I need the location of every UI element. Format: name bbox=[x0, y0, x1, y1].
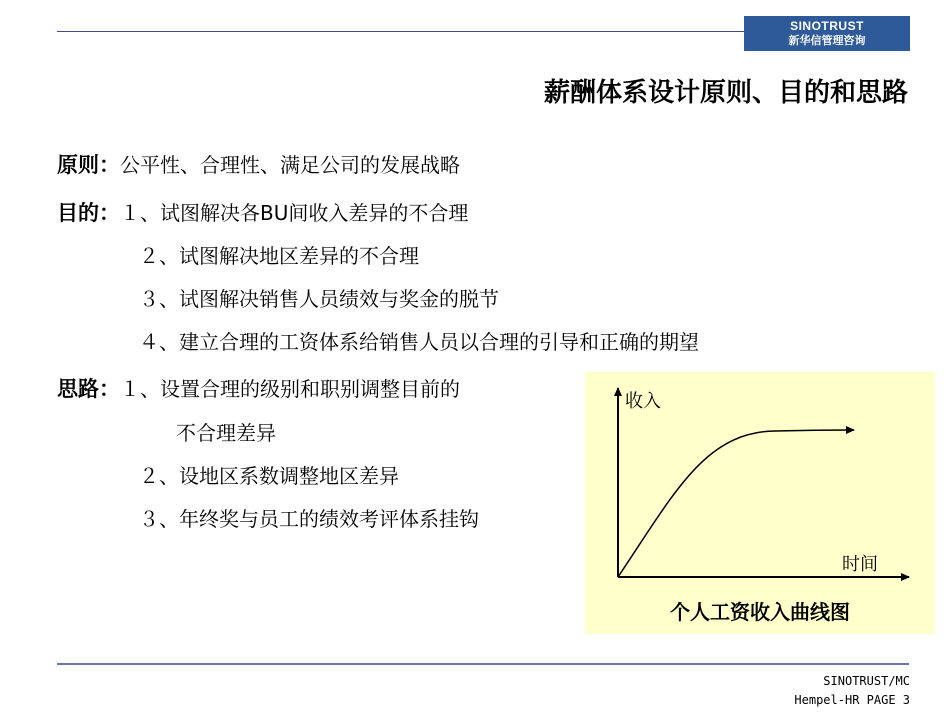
income-curve-diagram bbox=[585, 372, 935, 634]
principle-line bbox=[57, 152, 460, 178]
logo-chinese: 新华信管理咨询 bbox=[788, 35, 866, 47]
principle-label: 原则： bbox=[57, 153, 120, 177]
approach-line-1 bbox=[57, 376, 460, 402]
x-axis-label: 时间 bbox=[842, 554, 878, 575]
y-axis-label: 收入 bbox=[625, 391, 661, 412]
purpose-item-1: １、试图解决各BU间收入差异的不合理 bbox=[120, 201, 469, 225]
income-curve-svg bbox=[585, 372, 935, 634]
approach-label: 思路： bbox=[57, 377, 120, 401]
sinotrust-logo bbox=[744, 16, 910, 51]
purpose-item-2: ２、试图解决地区差异的不合理 bbox=[139, 244, 419, 268]
income-curve bbox=[618, 430, 854, 577]
approach-item-1: １、设置合理的级别和职别调整目前的 bbox=[120, 377, 460, 401]
bottom-rule bbox=[57, 663, 909, 665]
diagram-caption: 个人工资收入曲线图 bbox=[670, 600, 850, 624]
footer bbox=[794, 672, 910, 710]
footer-company: SINOTRUST/MC bbox=[823, 674, 910, 688]
purpose-line-1 bbox=[57, 200, 468, 226]
purpose-item-4: ４、建立合理的工资体系给销售人员以合理的引导和正确的期望 bbox=[139, 330, 699, 354]
approach-item-2: ２、设地区系数调整地区差异 bbox=[139, 464, 399, 488]
page-title: 薪酬体系设计原则、目的和思路 bbox=[543, 78, 908, 108]
approach-item-1-cont: 不合理差异 bbox=[176, 421, 276, 445]
principle-text: 公平性、合理性、满足公司的发展战略 bbox=[120, 153, 460, 177]
approach-item-3: ３、年终奖与员工的绩效考评体系挂钩 bbox=[139, 507, 479, 531]
purpose-item-3: ３、试图解决销售人员绩效与奖金的脱节 bbox=[139, 287, 499, 311]
footer-page: Hempel-HR PAGE 3 bbox=[794, 693, 910, 707]
purpose-label: 目的： bbox=[57, 201, 120, 225]
logo-english: SINOTRUST bbox=[790, 19, 864, 33]
